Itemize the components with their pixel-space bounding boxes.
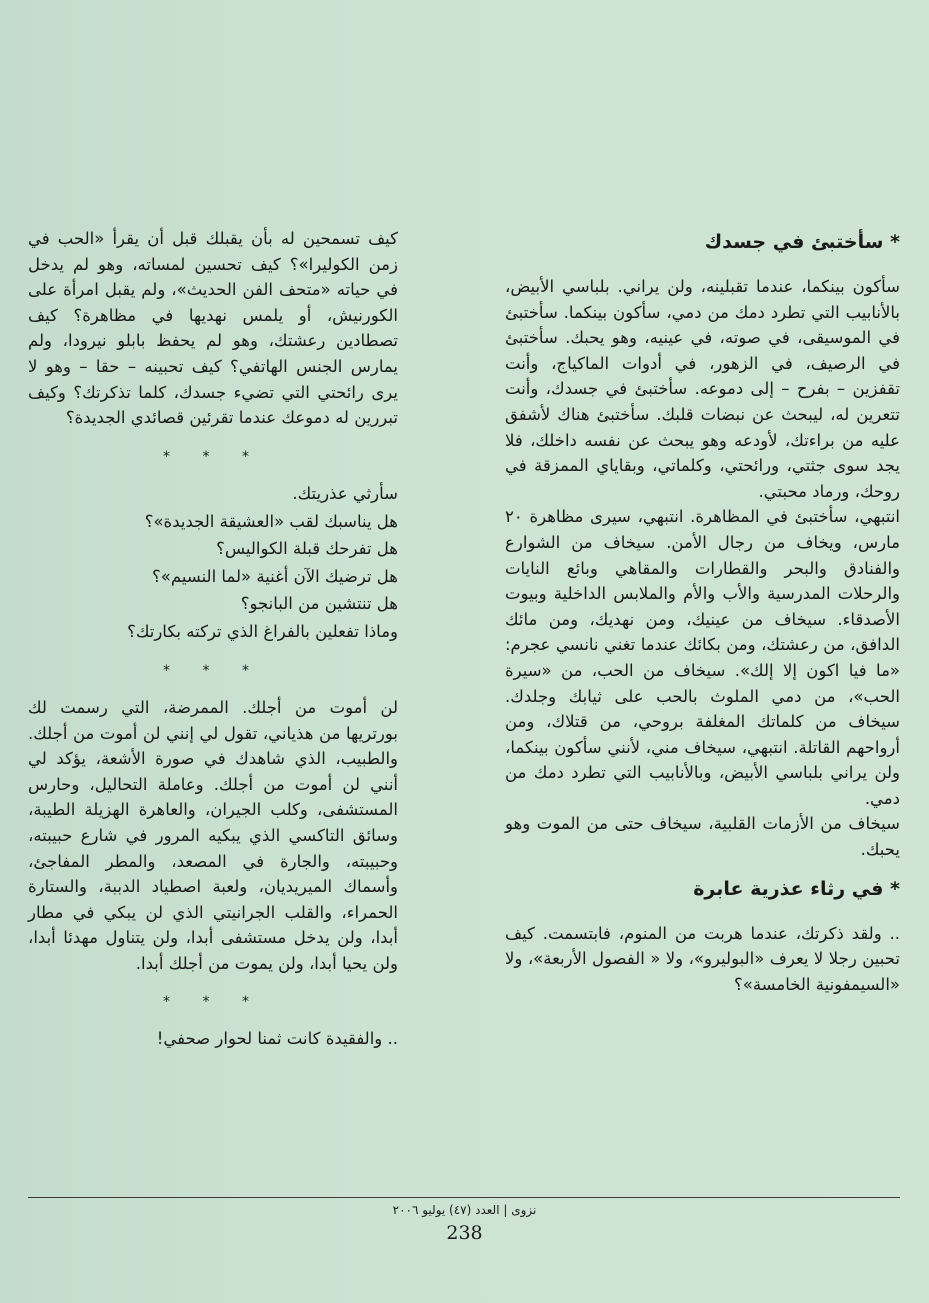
section-heading-elegy: * في رثاء عذرية عابرة (693, 877, 900, 900)
paragraph: سأكون بينكما، عندما تقبلينه، ولن يراني. بلباسي الأبيض، بالأنابيب التي تطرد دمك من دمي، سأكون بينكما. سأختبئ في الموسيقى، في صوته، في عينيه، وهو يحبك. سأختبئ في الرصيف، في الزهور، في أدوات الماكياج، وأنت تقفزين – بفرح – إلى دموعه. سأختبئ في جسدك، وأنت تتعرين له، ليبحث عن نبضات قلبك. سأختبئ هناك لأشفق عليه من براءتك، لأودعه وهو يبحث عن نفسه داخلك، فلا يجد سوى جثتي، ورائحتي، وكلماتي، وبقاياي الممزقة في روحك، ورماد محبتي. (505, 277, 900, 501)
section-separator: * * * (163, 994, 263, 1011)
footer-divider (28, 1197, 900, 1198)
issue-footer: نزوى | العدد (٤٧) يوليو ٢٠٠٦ (392, 1203, 537, 1217)
section-separator: * * * (163, 663, 263, 680)
poem-line: سأرثي عذريتك. (292, 484, 398, 504)
faded-title-watermark (330, 160, 460, 200)
paragraph: كيف تسمحين له بأن يقبلك قبل أن يقرأ «الحب في زمن الكوليرا»؟ كيف تحسين لمساته، وهو لم يدخل في حياته «متحف الفن الحديث»، ولم يقبل امرأة على الكورنيش، أو يلمس نهديها في مظاهرة؟ كيف تصطادين رعشتك، وهو لم يحفظ بابلو نيرودا، ولم يمارس الجنس الهاتفي؟ كيف تحبينه – حقا – وهو لا يرى رائحتي التي تضيء جسدك، كلما تذكرتك؟ وكيف تبررين له دموعك عندما تقرئين قصائدي الجديدة؟ (28, 229, 398, 428)
paragraph: انتبهي، سأختبئ في المظاهرة. انتبهي، سيرى مظاهرة ٢٠ مارس، ويخاف من رجال الأمن. سيخاف من الشوارع والفنادق والبحر والقطارات والمقاهي وبائع النايات والرحلات المدرسية والأب والأم والملابس الداخلية وبيوت الأصدقاء. سيخاف من عينيك، ومن نهديك، ومن مائك الدافق، من رعشتك، ومن بكائك عندما تغني نانسي عجرم: «ما فيا اكون إلا إلك». سيخاف من الحب، من «سيرة الحب»، من دمي الملوث بالحب على ثيابك وجلدك. سيخاف من كلماتك المغلفة بروحي، من قتلاك، ومن أرواحهم القاتلة. انتبهي، سيخاف مني، لأنني سأكون بينكما، ولن يراني بلباسي الأبيض، وبالأنابيب التي تطرد دمك من دمي. (505, 507, 900, 808)
page-number: 238 (446, 1222, 483, 1244)
paragraph: .. والفقيدة كانت ثمنا لحوار صحفي! (156, 1029, 398, 1049)
right-column (505, 226, 900, 997)
poem-line: وماذا تفعلين بالفراغ الذي تركته بكارتك؟ (127, 621, 398, 641)
section-separator: * * * (163, 448, 263, 465)
paragraph: سيخاف من الأزمات القلبية، سيخاف حتى من الموت وهو يحبك. (505, 814, 900, 860)
paragraph: لن أموت من أجلك. الممرضة، التي رسمت لك بورتريها من هذياني، تقول لي إنني لن أموت من أجلك. والطبيب، الذي شاهدك في صورة الأشعة، يؤكد لي أنني لن أموت من أجلك. وعاملة التحاليل، وحارس المستشفى، وكلب الجيران، والعاهرة الهزيلة الطيبة، وسائق التاكسي الذي يبكيه المرور في شارع حبيبته، وحبيبته، والجارة في المصعد، والمطر المفاجئ، وأسماك الميريديان، ولعبة اصطياد الدببة، والستارة الحمراء، والقلب الجرانيتي الذي لن يبكي في مطار أبدا، ولن يدخل مستشفى أبدا، ولن يتناول مهدئا أبدا، ولن يحيا أبدا، ولن يموت من أجلك أبدا. (28, 697, 398, 973)
poem-line: هل ترضيك الآن أغنية «لما النسيم»؟ (152, 566, 398, 586)
section-heading-hide-in-body: * سأختبئ في جسدك (704, 231, 900, 253)
poem-line: هل يناسبك لقب «العشيقة الجديدة»؟ (144, 511, 398, 531)
left-column (28, 226, 398, 1052)
paragraph: .. ولقد ذكرتك، عندما هربت من المنوم، فابتسمت. كيف تحبين رجلا لا يعرف «البوليرو»، ولا « الفصول الأربعة»، ولا «السيمفونية الخامسة»؟ (505, 923, 900, 994)
poem-line: هل تنتشين من البانجو؟ (240, 594, 398, 614)
poem-line: هل تفرحك قبلة الكواليس؟ (216, 539, 398, 559)
